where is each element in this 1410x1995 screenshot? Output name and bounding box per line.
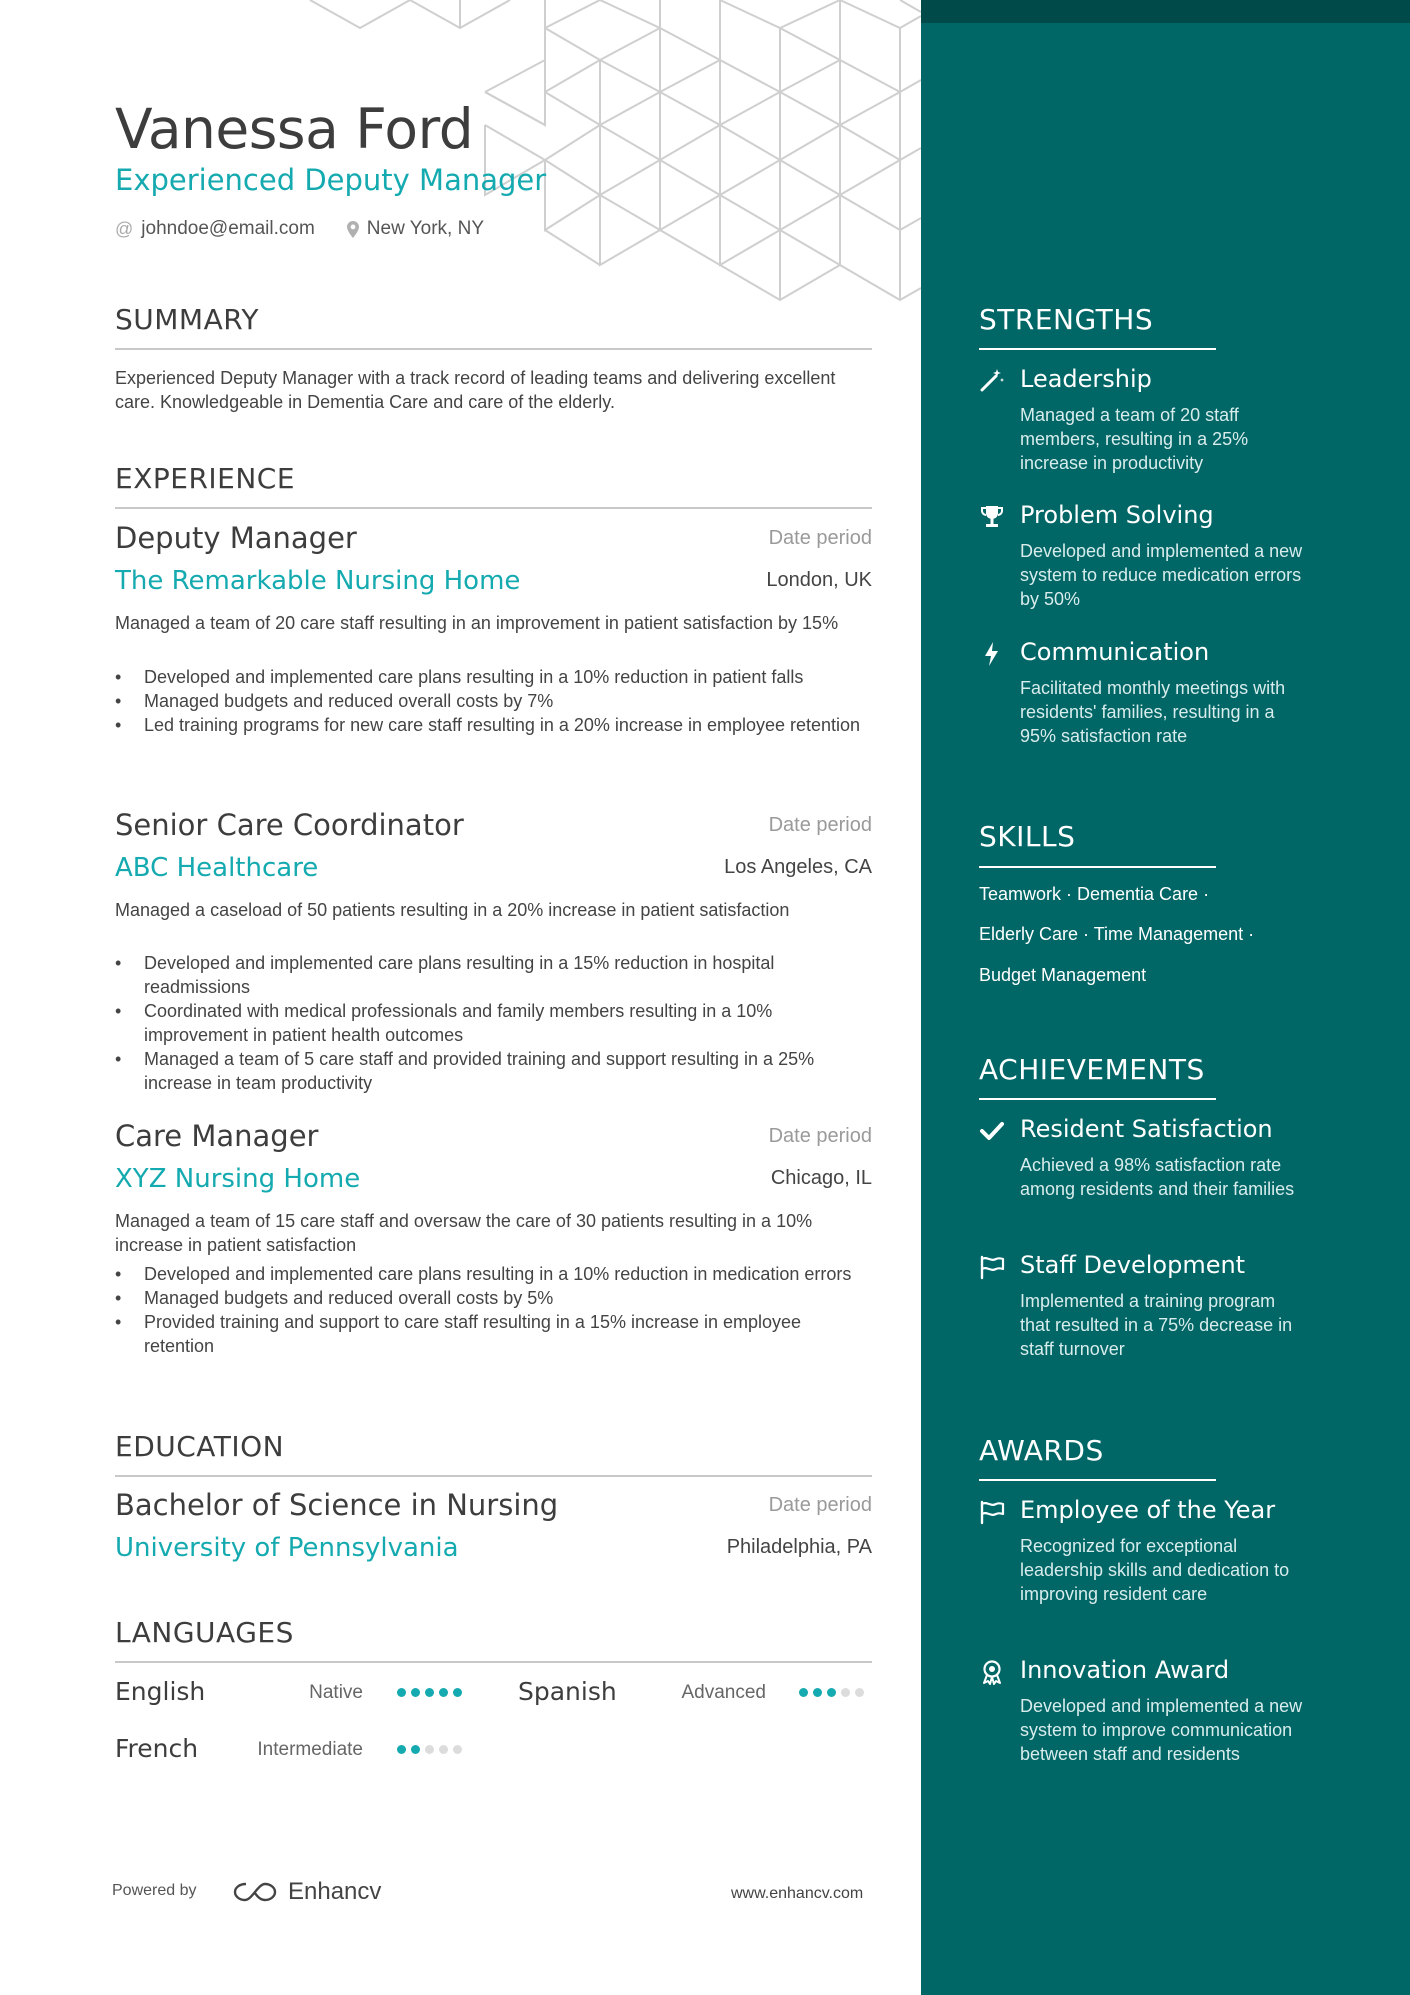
summary-heading: SUMMARY (115, 303, 260, 336)
list-item: • Developed and implemented care plans resulting in a 15% reduction in hospital readmissions (115, 951, 872, 999)
education-heading: EDUCATION (115, 1430, 285, 1463)
list-item: • Managed budgets and reduced overall costs by 7% (115, 689, 872, 713)
proficiency-dot (827, 1688, 836, 1697)
summary-text: Experienced Deputy Manager with a track record of leading teams and delivering excellent care. Knowledgeable in Dementia Care and care of the elderly. (115, 368, 836, 412)
skills-heading: SKILLS (979, 820, 1076, 853)
list-item: • Led training programs for new care staff resulting in a 20% increase in employee retention (115, 713, 872, 737)
experience-heading: EXPERIENCE (115, 462, 296, 495)
proficiency-dot (439, 1688, 448, 1697)
list-item: • Coordinated with medical professionals and family members resulting in a 10% improvement in patient health outcomes (115, 999, 872, 1047)
list-item: • Developed and implemented care plans resulting in a 10% reduction in medication errors (115, 1262, 872, 1286)
candidate-name: Vanessa Ford (115, 97, 474, 161)
proficiency-dot (397, 1745, 406, 1754)
sidebar (921, 0, 1410, 1995)
job-description: Managed a caseload of 50 patients resulting in a 20% increase in patient satisfaction (115, 900, 790, 920)
language-level: Native (309, 1682, 363, 1703)
education-date: Date period (768, 1494, 872, 1516)
brand-name: Enhancv (288, 1878, 382, 1905)
strengths-divider (979, 348, 1216, 350)
job-date: Date period (768, 527, 872, 549)
location-text: New York, NY (366, 218, 485, 239)
job-company: XYZ Nursing Home (115, 1164, 361, 1194)
job-company: The Remarkable Nursing Home (115, 566, 521, 596)
language-name: Spanish (518, 1677, 617, 1706)
strength-description: Facilitated monthly meetings with residents' families, resulting in a 95% satisfaction rate (1020, 678, 1286, 746)
location-pin-icon (347, 221, 359, 238)
job-date: Date period (768, 814, 872, 836)
proficiency-dot (425, 1688, 434, 1697)
language-dots (397, 1745, 462, 1754)
language-dots (397, 1688, 462, 1697)
proficiency-dot (411, 1745, 420, 1754)
powered-by-label: Powered by (112, 1882, 197, 1899)
achievement-title: Resident Satisfaction (1020, 1115, 1273, 1143)
list-item: • Provided training and support to care staff resulting in a 15% increase in employee retention (115, 1310, 872, 1358)
list-item: • Managed budgets and reduced overall costs by 5% (115, 1286, 872, 1310)
proficiency-dot (397, 1688, 406, 1697)
proficiency-dot (841, 1688, 850, 1697)
strength-title: Problem Solving (1020, 501, 1214, 529)
proficiency-dot (453, 1745, 462, 1754)
skills-divider (979, 866, 1216, 868)
language-name: English (115, 1677, 206, 1706)
proficiency-dot (411, 1688, 420, 1697)
job-location: Los Angeles, CA (724, 856, 872, 878)
job-bullets (115, 951, 872, 1095)
experience-divider (115, 507, 872, 509)
achievement-description: Implemented a training program that resulted in a 75% decrease in staff turnover (1020, 1291, 1293, 1359)
awards-heading: AWARDS (979, 1434, 1104, 1467)
achievement-description: Achieved a 98% satisfaction rate among residents and their families (1020, 1155, 1295, 1199)
sidebar-top-bar (921, 0, 1410, 23)
school-name: University of Pennsylvania (115, 1533, 459, 1563)
language-dots (799, 1688, 864, 1697)
job-title: Deputy Manager (115, 521, 357, 555)
skills-line: Teamwork · Dementia Care · (979, 884, 1210, 904)
strength-title: Leadership (1020, 365, 1152, 393)
skills-line: Elderly Care · Time Management · (979, 924, 1255, 944)
achievement-title: Staff Development (1020, 1251, 1246, 1279)
email-text[interactable]: johndoe@email.com (141, 218, 315, 239)
summary-divider (115, 348, 872, 350)
job-description: Managed a team of 15 care staff and oversaw the care of 30 patients resulting in a 10% increase in patient satisfaction (115, 1211, 813, 1255)
strength-description: Managed a team of 20 staff members, resulting in a 25% increase in productivity (1020, 405, 1249, 473)
awards-divider (979, 1479, 1216, 1481)
achievements-heading: ACHIEVEMENTS (979, 1053, 1205, 1086)
strength-description: Developed and implemented a new system to reduce medication errors by 50% (1020, 541, 1303, 609)
job-description: Managed a team of 20 care staff resulting in an improvement in patient satisfaction by 15% (115, 613, 839, 633)
proficiency-dot (855, 1688, 864, 1697)
job-title: Care Manager (115, 1119, 319, 1153)
candidate-role: Experienced Deputy Manager (115, 163, 547, 197)
education-location: Philadelphia, PA (726, 1536, 872, 1558)
languages-heading: LANGUAGES (115, 1616, 294, 1649)
proficiency-dot (453, 1688, 462, 1697)
award-ribbon-icon (979, 1659, 1005, 1685)
proficiency-dot (425, 1745, 434, 1754)
language-level: Advanced (681, 1682, 766, 1703)
award-title: Employee of the Year (1020, 1496, 1276, 1524)
magic-wand-icon (979, 367, 1005, 393)
footer-url[interactable]: www.enhancv.com (731, 1885, 864, 1902)
proficiency-dot (799, 1688, 808, 1697)
language-level: Intermediate (257, 1739, 363, 1760)
job-date: Date period (768, 1125, 872, 1147)
job-title: Senior Care Coordinator (115, 808, 464, 842)
job-location: Chicago, IL (770, 1167, 872, 1189)
achievements-divider (979, 1098, 1216, 1100)
enhancv-logo[interactable] (232, 1878, 381, 1906)
trophy-icon (979, 504, 1005, 530)
award-description: Developed and implemented a new system to improve communication between staff and residents (1020, 1696, 1303, 1764)
award-description: Recognized for exceptional leadership skills and dedication to improving resident care (1020, 1536, 1290, 1604)
strengths-heading: STRENGTHS (979, 303, 1154, 336)
education-divider (115, 1475, 872, 1477)
proficiency-dot (439, 1745, 448, 1754)
job-location: London, UK (766, 569, 872, 591)
check-icon (979, 1118, 1005, 1144)
degree-title: Bachelor of Science in Nursing (115, 1488, 559, 1522)
flag-icon (979, 1499, 1005, 1525)
languages-divider (115, 1661, 872, 1663)
list-item: • Developed and implemented care plans resulting in a 10% reduction in patient falls (115, 665, 872, 689)
award-title: Innovation Award (1020, 1656, 1230, 1684)
language-name: French (115, 1734, 199, 1763)
list-item: • Managed a team of 5 care staff and provided training and support resulting in a 25% increase in team productivity (115, 1047, 872, 1095)
contact-line (115, 218, 484, 240)
skills-line: Budget Management (979, 965, 1147, 985)
proficiency-dot (813, 1688, 822, 1697)
job-bullets (115, 665, 872, 737)
job-bullets (115, 1262, 872, 1358)
lightning-icon (979, 641, 1005, 667)
flag-icon (979, 1254, 1005, 1280)
at-icon: @ (115, 218, 134, 239)
strength-title: Communication (1020, 638, 1210, 666)
enhancv-logo-icon (232, 1880, 278, 1904)
job-company: ABC Healthcare (115, 853, 319, 883)
